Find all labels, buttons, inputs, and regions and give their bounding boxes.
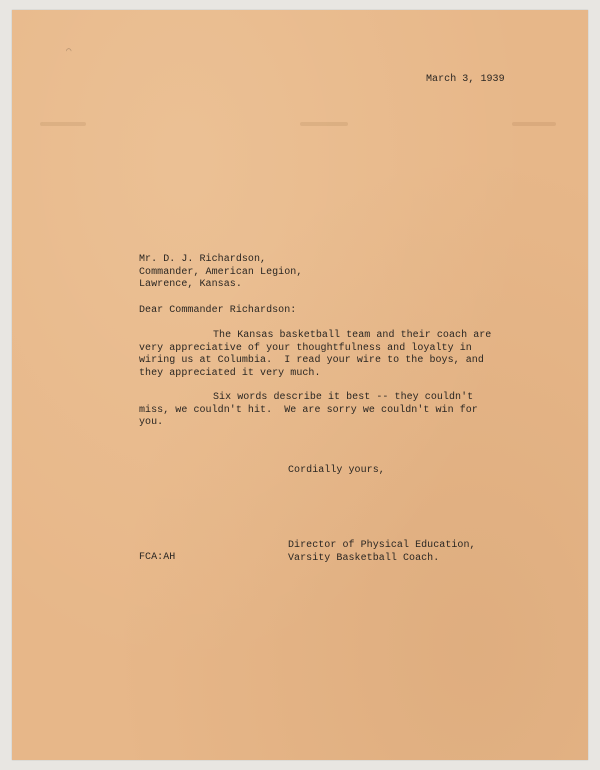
letter-paper: [12, 10, 588, 760]
faint-ink-smudge: [40, 122, 86, 126]
paragraph-line: The Kansas basketball team and their coach are: [213, 330, 492, 341]
address-line: Lawrence, Kansas.: [139, 279, 242, 291]
letter-date: March 3, 1939: [426, 74, 505, 85]
faint-ink-smudge: [300, 122, 348, 126]
paragraph-line: very appreciative of your thoughtfulness and loyalty in: [139, 342, 472, 354]
faint-ink-smudge: [512, 122, 556, 126]
address-line: Commander, American Legion,: [139, 266, 303, 278]
paragraph-line: Six words describe it best -- they couldn't: [213, 392, 474, 403]
pencil-mark-icon: ⌒: [66, 46, 72, 56]
salutation: Dear Commander Richardson:: [139, 305, 297, 316]
paragraph-line: miss, we couldn't hit. We are sorry we couldn't win for: [139, 404, 478, 416]
closing: Cordially yours,: [288, 465, 385, 476]
address-line: Mr. D. J. Richardson,: [139, 254, 267, 265]
signature-title: Varsity Basketball Coach.: [288, 552, 440, 564]
reference-initials: FCA:AH: [139, 552, 176, 563]
signature-title: Director of Physical Education,: [288, 540, 476, 551]
paragraph-line: they appreciated it very much.: [139, 367, 321, 379]
paragraph-line: you.: [139, 417, 164, 429]
paragraph-line: wiring us at Columbia. I read your wire to the boys, and: [139, 355, 484, 367]
